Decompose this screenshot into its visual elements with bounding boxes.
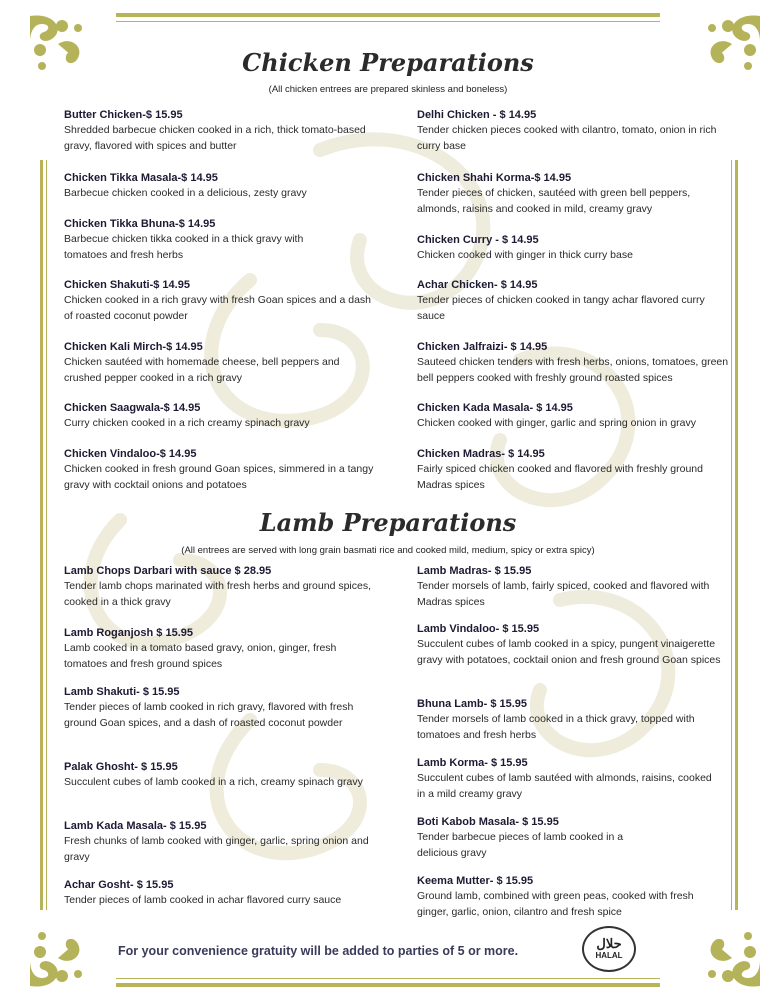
menu-item-description: Fairly spiced chicken cooked and flavored with freshly ground Madras spices bbox=[417, 463, 703, 491]
chicken-section-note: (All chicken entrees are prepared skinless and boneless) bbox=[268, 84, 508, 95]
lamb-section-title: Lamb Preparations bbox=[259, 508, 517, 537]
menu-item-description: Ground lamb, combined with green peas, cooked with fresh ginger, garlic, onion, cilantro and fresh spice bbox=[417, 890, 694, 918]
menu-item-name: Chicken Vindaloo-$ 14.95 bbox=[64, 448, 197, 460]
menu-item bbox=[417, 815, 662, 861]
menu-item-name: Achar Gosht- $ 15.95 bbox=[64, 879, 174, 891]
menu-item bbox=[417, 108, 732, 154]
menu-item bbox=[64, 278, 374, 324]
corner-ornament-icon bbox=[26, 926, 90, 990]
menu-item-description: Succulent cubes of lamb cooked in a rich, creamy spinach gravy bbox=[64, 776, 363, 788]
menu-item bbox=[64, 564, 374, 610]
halal-label: HALAL bbox=[595, 951, 623, 960]
menu-item bbox=[417, 171, 732, 217]
menu-item-description: Tender morsels of lamb cooked in a thick gravy, topped with tomatoes and fresh herbs bbox=[417, 713, 695, 741]
menu-item-name: Butter Chicken-$ 15.95 bbox=[64, 109, 183, 121]
menu-item-description: Shredded barbecue chicken cooked in a rich, thick tomato-based gravy, flavored with spices and butter bbox=[64, 124, 366, 152]
menu-item bbox=[417, 278, 732, 324]
menu-item-name: Chicken Shahi Korma-$ 14.95 bbox=[417, 172, 572, 184]
menu-item-description: Tender pieces of lamb cooked in rich gravy, flavored with fresh ground Goan spices, and a dash of roasted coconut powder bbox=[64, 701, 354, 729]
menu-item-description: Curry chicken cooked in a rich creamy spinach gravy bbox=[64, 417, 310, 429]
menu-item-description: Succulent cubes of lamb sautéed with almonds, raisins, cooked in a mild creamy gravy bbox=[417, 772, 712, 800]
menu-item bbox=[64, 108, 374, 154]
menu-item bbox=[417, 233, 732, 263]
menu-item-description: Tender barbecue pieces of lamb cooked in a delicious gravy bbox=[417, 831, 624, 859]
menu-item-description: Succulent cubes of lamb cooked in a spicy, pungent vinaigerette gravy with potatoes, cocktail onion and fresh ground Goan spices bbox=[417, 638, 721, 666]
menu-item-name: Chicken Jalfraizi- $ 14.95 bbox=[417, 341, 548, 353]
menu-item-description: Lamb cooked in a tomato based gravy, onion, ginger, fresh tomatoes and fresh ground spices bbox=[64, 642, 337, 670]
menu-item-name: Lamb Kada Masala- $ 15.95 bbox=[64, 820, 207, 832]
menu-item bbox=[64, 217, 344, 263]
menu-item bbox=[64, 878, 384, 908]
menu-item-name: Chicken Kada Masala- $ 14.95 bbox=[417, 402, 573, 414]
gratuity-note: For your convenience gratuity will be added to parties of 5 or more. bbox=[118, 944, 519, 958]
menu-item bbox=[417, 564, 732, 610]
menu-item bbox=[64, 447, 374, 493]
lamb-section-note: (All entrees are served with long grain basmati rice and cooked mild, medium, spicy or extra spicy) bbox=[181, 545, 595, 556]
menu-item-name: Lamb Korma- $ 15.95 bbox=[417, 757, 528, 769]
menu-item-name: Chicken Kali Mirch-$ 14.95 bbox=[64, 341, 203, 353]
menu-item bbox=[417, 340, 732, 386]
menu-item-description: Tender chicken pieces cooked with cilantro, tomato, onion in rich curry base bbox=[417, 124, 717, 152]
chicken-section-title: Chicken Preparations bbox=[242, 48, 534, 77]
menu-item-name: Chicken Shakuti-$ 14.95 bbox=[64, 279, 190, 291]
menu-item bbox=[417, 874, 717, 920]
menu-item-description: Fresh chunks of lamb cooked with ginger, garlic, spring onion and gravy bbox=[64, 835, 369, 863]
top-rule-thin bbox=[116, 21, 660, 22]
menu-item bbox=[417, 697, 732, 743]
menu-item-description: Sauteed chicken tenders with fresh herbs, onions, tomatoes, green bell peppers cooked with freshly ground roasted spices bbox=[417, 356, 729, 384]
menu-item-name: Chicken Tikka Masala-$ 14.95 bbox=[64, 172, 218, 184]
menu-item-name: Delhi Chicken - $ 14.95 bbox=[417, 109, 537, 121]
menu-item-name: Chicken Tikka Bhuna-$ 14.95 bbox=[64, 218, 216, 230]
menu-item-description: Chicken cooked in a rich gravy with fresh Goan spices and a dash of roasted coconut powder bbox=[64, 294, 371, 322]
menu-item-description: Tender pieces of lamb cooked in achar flavored curry sauce bbox=[64, 894, 342, 906]
menu-item-description: Tender pieces of chicken, sautéed with green bell peppers, almonds, raisins and cooked in mild, creamy gravy bbox=[417, 187, 691, 215]
menu-item-description: Chicken cooked with ginger in thick curry base bbox=[417, 249, 633, 261]
menu-item-name: Lamb Chops Darbari with sauce $ 28.95 bbox=[64, 565, 272, 577]
menu-item-description: Tender morsels of lamb, fairly spiced, cooked and flavored with Madras spices bbox=[417, 580, 710, 608]
menu-item-description: Tender lamb chops marinated with fresh herbs and ground spices, cooked in a thick gravy bbox=[64, 580, 372, 608]
menu-item bbox=[64, 340, 374, 386]
menu-item-name: Palak Ghosht- $ 15.95 bbox=[64, 761, 178, 773]
menu-item-name: Chicken Curry - $ 14.95 bbox=[417, 234, 539, 246]
menu-item bbox=[64, 171, 374, 201]
menu-item bbox=[417, 401, 732, 431]
top-rule bbox=[116, 13, 660, 17]
menu-item-description: Chicken sautéed with homemade cheese, bell peppers and crushed pepper cooked in a rich gravy bbox=[64, 356, 340, 384]
menu-item-name: Lamb Vindaloo- $ 15.95 bbox=[417, 623, 540, 635]
menu-item-name: Boti Kabob Masala- $ 15.95 bbox=[417, 816, 559, 828]
menu-item-description: Barbecue chicken cooked in a delicious, zesty gravy bbox=[64, 187, 307, 199]
menu-item-description: Chicken cooked with ginger, garlic and spring onion in gravy bbox=[417, 417, 696, 429]
menu-item bbox=[64, 819, 374, 865]
corner-ornament-icon bbox=[700, 926, 764, 990]
menu-item bbox=[64, 626, 374, 672]
menu-item bbox=[64, 401, 374, 431]
menu-item-name: Lamb Madras- $ 15.95 bbox=[417, 565, 532, 577]
menu-item bbox=[64, 760, 374, 790]
menu-item-name: Lamb Roganjosh $ 15.95 bbox=[64, 627, 193, 639]
menu-item-name: Chicken Madras- $ 14.95 bbox=[417, 448, 545, 460]
menu-item-description: Barbecue chicken tikka cooked in a thick gravy with tomatoes and fresh herbs bbox=[64, 233, 304, 261]
menu-item bbox=[417, 756, 717, 802]
menu-item-description: Tender pieces of chicken cooked in tangy achar flavored curry sauce bbox=[417, 294, 705, 322]
menu-item-description: Chicken cooked in fresh ground Goan spices, simmered in a tangy gravy with cocktail onions and potatoes bbox=[64, 463, 374, 491]
menu-item bbox=[417, 447, 717, 493]
menu-item bbox=[64, 685, 374, 731]
menu-item bbox=[417, 622, 732, 668]
menu-item-name: Bhuna Lamb- $ 15.95 bbox=[417, 698, 528, 710]
menu-item-name: Achar Chicken- $ 14.95 bbox=[417, 279, 538, 291]
bottom-rule bbox=[116, 983, 660, 987]
menu-item-name: Chicken Saagwala-$ 14.95 bbox=[64, 402, 201, 414]
bottom-rule-thin bbox=[116, 978, 660, 979]
halal-glyph: حلال bbox=[596, 936, 622, 951]
halal-badge-icon bbox=[582, 926, 636, 972]
menu-item-name: Lamb Shakuti- $ 15.95 bbox=[64, 686, 180, 698]
menu-item-name: Keema Mutter- $ 15.95 bbox=[417, 875, 534, 887]
